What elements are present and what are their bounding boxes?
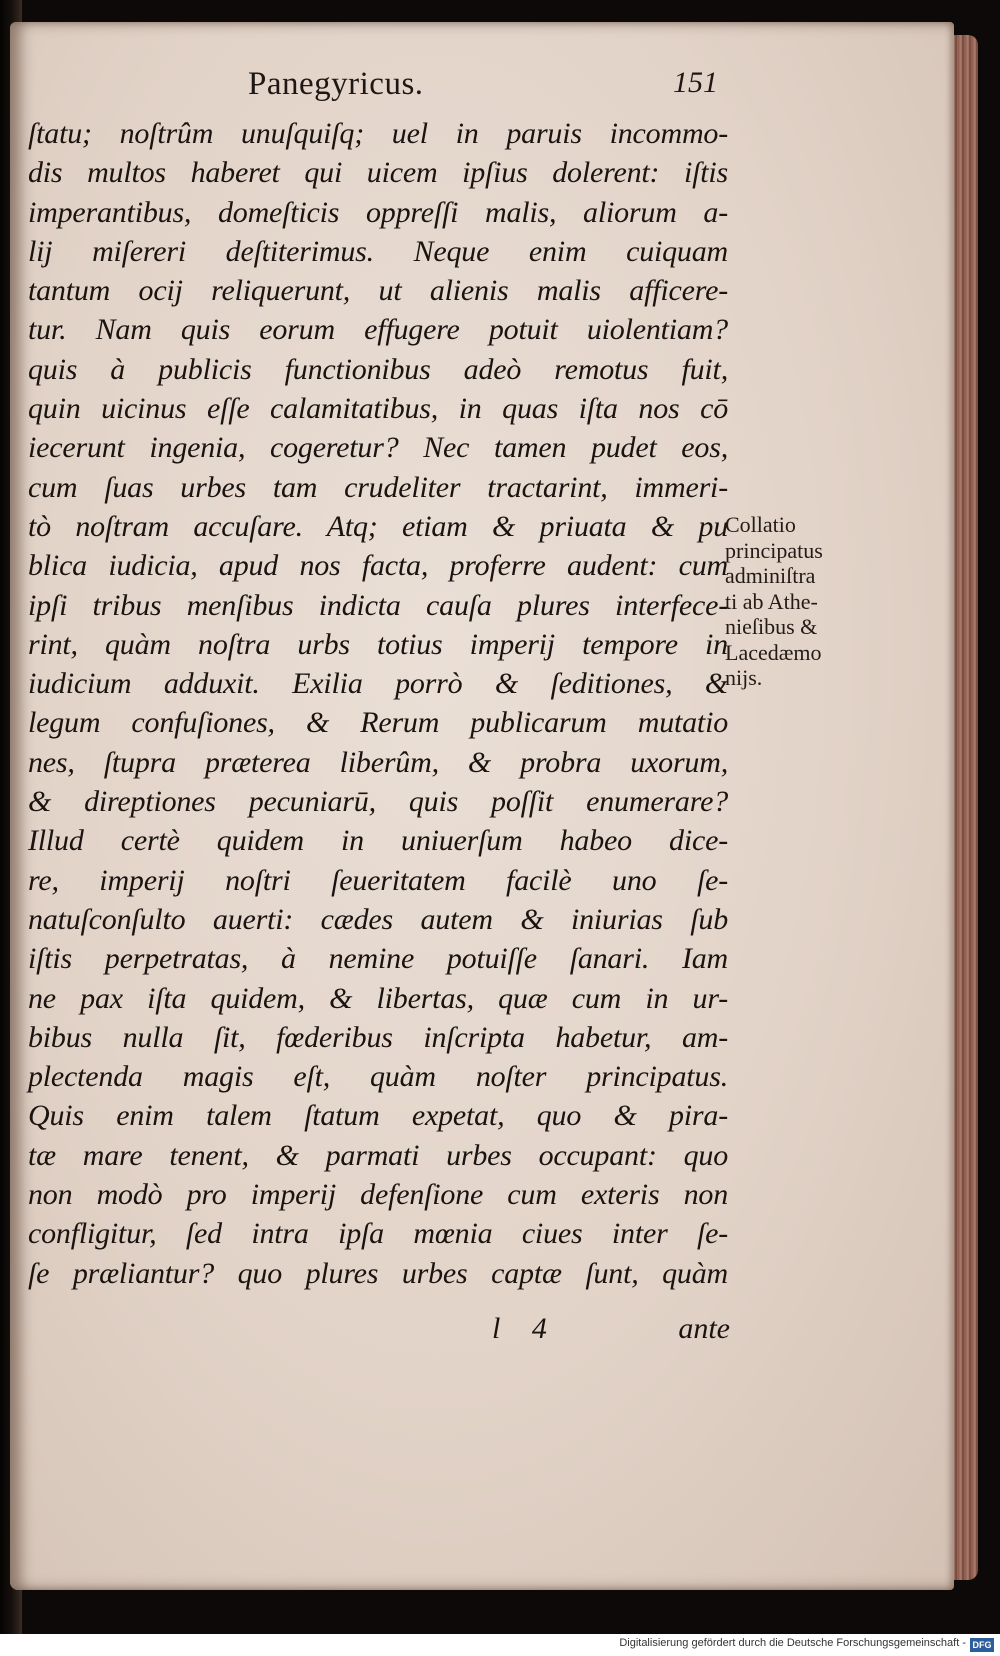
text-line: confligitur, ſed intra ipſa mœnia ciues inter ſe-: [28, 1217, 728, 1251]
text-line: tò noſtram accuſare. Atq; etiam & priuata & pu: [28, 509, 728, 543]
text-line: tæ mare tenent, & parmati urbes occupant: quo: [28, 1138, 728, 1172]
text-line: nes, ſtupra præterea liberûm, & probra uxorum,: [28, 745, 728, 779]
text-line: legum confuſiones, & Rerum publicarum mutatio: [28, 706, 728, 740]
text-line: rint, quàm noſtra urbs totius imperij tempore in: [28, 627, 728, 661]
page-number: 151: [673, 66, 718, 99]
body-text: [28, 114, 728, 1293]
marginal-note-line: ti ab Athe-: [725, 588, 818, 614]
catchword: ante: [678, 1312, 730, 1345]
marginal-note-line: nijs.: [725, 665, 763, 690]
text-line: lij miſereri deſtiterimus. Neque enim cuiquam: [28, 234, 728, 268]
text-line: dis multos haberet qui uicem ipſius dolerent: iſtis: [28, 156, 728, 190]
text-line: quis à publicis functionibus adeò remotus fuit,: [28, 352, 728, 386]
text-line: Illud certè quidem in uniuerſum habeo dice-: [28, 824, 728, 858]
marginal-note-line: nieſibus &: [725, 614, 818, 639]
text-line: ne pax iſta quidem, & libertas, quæ cum in ur-: [28, 981, 728, 1015]
text-line: blica iudicia, apud nos facta, proferre audent: cum: [28, 549, 728, 583]
text-line: iecerunt ingenia, cogeretur? Nec tamen pudet eos,: [28, 431, 728, 465]
book-page: [10, 22, 954, 1590]
marginal-note-line: Collatio: [725, 512, 796, 537]
text-line: tantum ocij reliquerunt, ut alienis malis afficere-: [28, 274, 728, 308]
page-header: [248, 66, 718, 106]
text-line: quin uicinus eſſe calamitatibus, in quas iſta nos cō: [28, 392, 728, 426]
text-line: non modò pro imperij defenſione cum exteris non: [28, 1178, 728, 1212]
text-line: Quis enim talem ſtatum expetat, quo & pira-: [28, 1099, 728, 1133]
marginal-note: [725, 512, 860, 691]
text-line: & direptiones pecuniarū, quis poſſit enumerare?: [28, 785, 728, 819]
marginal-note-line: adminiſtra: [725, 563, 816, 588]
marginal-note-line: Lacedæmo: [725, 639, 822, 665]
text-line: plectenda magis eſt, quàm noſter principatus.: [28, 1060, 728, 1094]
dfg-logo-icon: DFG: [970, 1638, 994, 1652]
running-head: Panegyricus.: [248, 66, 424, 102]
catchline: [480, 1312, 730, 1352]
text-line: natuſconſulto auerti: cædes autem & iniurias ſub: [28, 902, 728, 936]
text-line: imperantibus, domeſticis oppreſſi malis, aliorum a-: [28, 195, 728, 229]
text-line: iſtis perpetratas, à nemine potuiſſe ſanari. Iam: [28, 942, 728, 976]
text-line: ſe præliantur? quo plures urbes captæ ſunt, quàm: [28, 1256, 728, 1290]
text-line: ſtatu; noſtrûm unuſquiſq; uel in paruis incommo-: [28, 117, 728, 150]
signature-mark: l 4: [492, 1312, 559, 1345]
text-line: cum ſuas urbes tam crudeliter tractarint, immeri-: [28, 470, 728, 504]
text-line: re, imperij noſtri ſeueritatem facilè uno ſe-: [28, 863, 728, 897]
marginal-note-line: principatus: [725, 537, 823, 563]
text-line: bibus nulla ſit, fœderibus inſcripta habetur, am-: [28, 1020, 728, 1054]
text-line: iudicium adduxit. Exilia porrò & ſeditiones, &: [28, 667, 728, 701]
funding-credit: Digitalisierung gefördert durch die Deutsche Forschungsgemeinschaft -: [619, 1637, 966, 1649]
text-line: ipſi tribus menſibus indicta cauſa plures interfece-: [28, 588, 728, 622]
footer-bar: [0, 1634, 1000, 1656]
text-line: tur. Nam quis eorum effugere potuit uiolentiam?: [28, 313, 728, 347]
